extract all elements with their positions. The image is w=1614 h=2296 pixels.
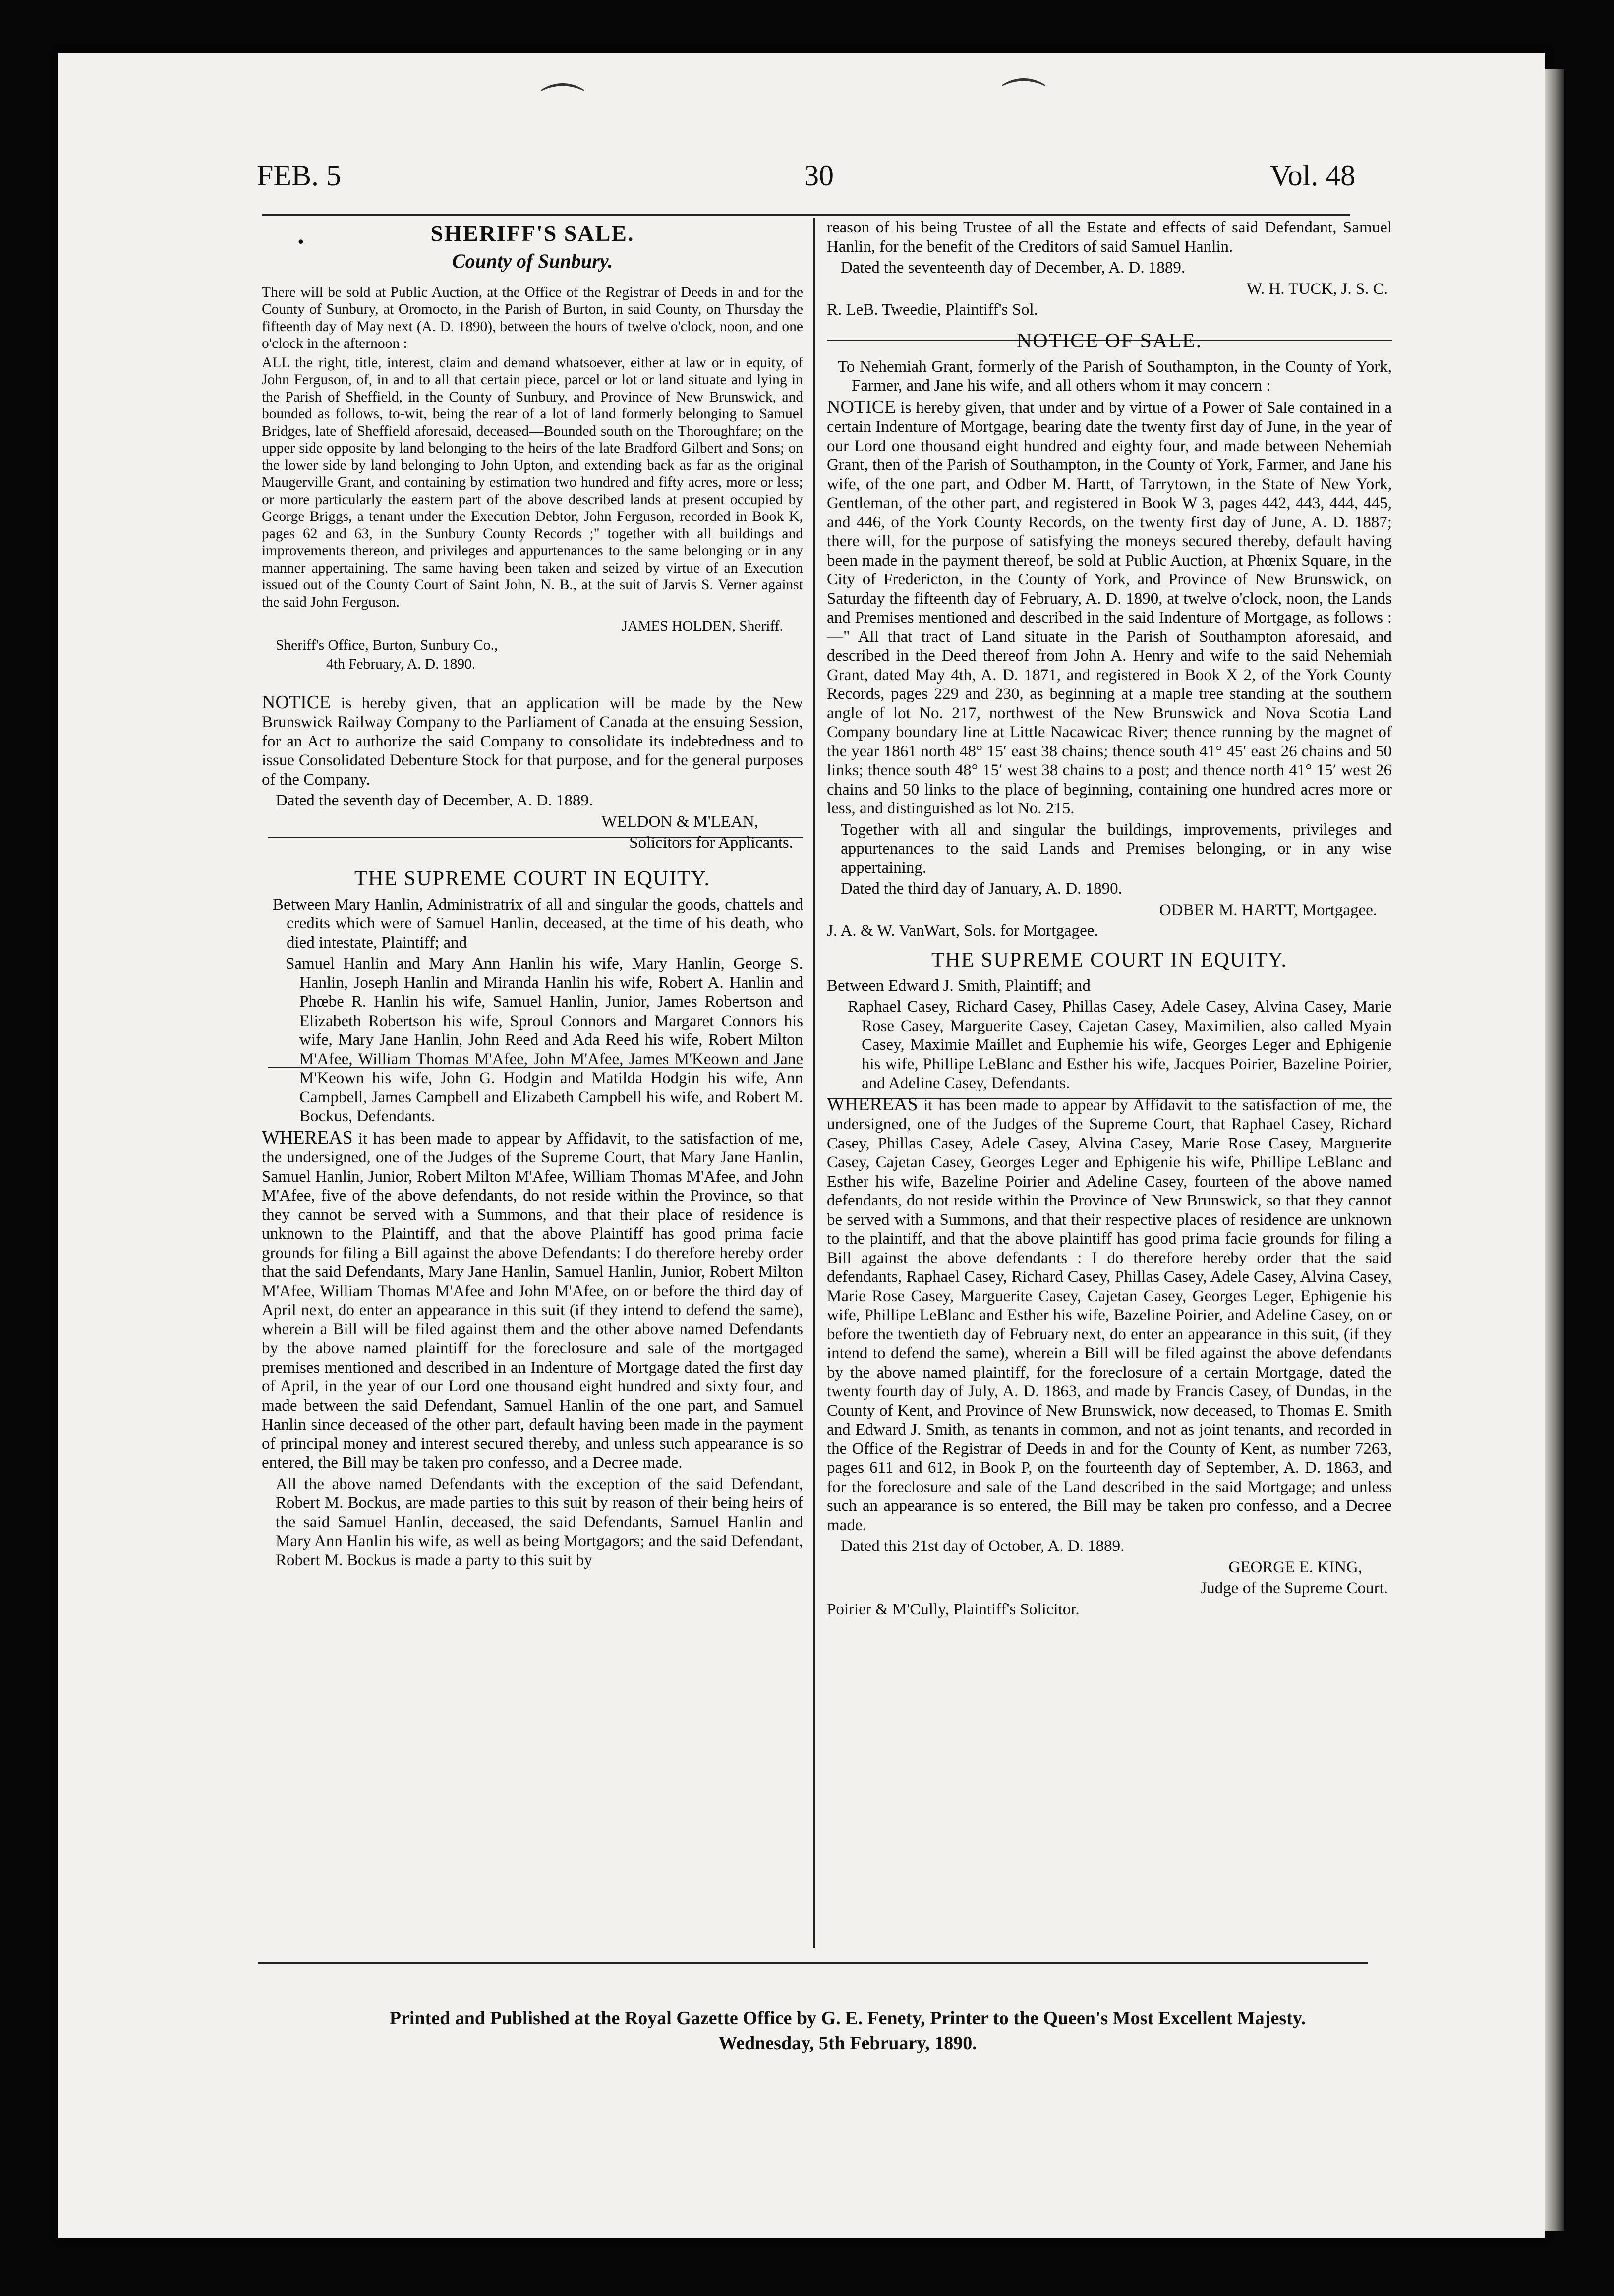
right-column xyxy=(827,218,1392,1621)
hanlin-title: THE SUPREME COURT IN EQUITY. xyxy=(354,867,711,890)
hanlin-all-named: All the above named Defendants with the exception of the said Defendant, Robert M. Bockus, are made parties to this suit by reason of their being heirs of the said Samuel Hanlin, deceased, the said Defendants, Samuel Hanlin and Mary Ann Hanlin his wife, as well as being Mortgagors; and the said Defendant, Robert M. Bockus is made a party to this suit by xyxy=(276,1475,804,1569)
sheriff-signer: JAMES HOLDEN, Sheriff. xyxy=(622,618,783,634)
footer-publisher: Printed and Published at the Royal Gazette Office by G. E. Fenety, Printer to the Queen's Most Excellent Majesty. xyxy=(389,2008,1306,2029)
hanlin-between: Between Mary Hanlin, Administratrix of all and singular the goods, chattels and credits which were of Samuel Hanlin, deceased, at the time of his death, who died intestate, Plaintiff; and xyxy=(273,895,803,952)
casey-whereas-lead: WHEREAS xyxy=(827,1093,918,1115)
hanlin-whereas-lead: WHEREAS xyxy=(262,1127,353,1148)
hanlin-whereas-body: it has been made to appear by Affidavit, to the satisfaction of me, the undersigned, one of the Judges of the Supreme Court, that Mary Jane Hanlin, Samuel Hanlin, Junior, Robert Milton M'Afee, William Thomas M'Afee, and John M'Afee, five of the above defendants, do not reside within the Province, so that they cannot be served with a Summons, and that their place of residence is unknown to the Plaintiff, and that the above Plaintiff has good prima facie grounds for filing a Bill against the above Defendants: I do therefore hereby order that the said Defendants, Mary Jane Hanlin, Samuel Hanlin, Junior, Robert Milton M'Afee, William Thomas M'Afee and John M'Afee, on or before the third day of April next, do enter an appearance in this suit (if they intend to defend the same), wherein a Bill will be filed against them and the other above named Defendants by the above named plaintiff for the foreclosure and sale of the mortgaged premises mentioned and described in an Indenture of Mortgage dated the first day of April, in the year of our Lord one thousand eight hundred and sixty four, and made between the said Defendant, Samuel Hanlin of the one part, and Samuel Hanlin since deceased of the other part, default having been made in the payment of principal money and interest secured thereby, and unless such appearance is so entered, the Bill may be taken pro confesso, and a Decree made. xyxy=(262,1129,803,1472)
casey-whereas xyxy=(827,1095,1392,1535)
header-date: FEB. 5 xyxy=(257,159,342,192)
notice-sale-sols: J. A. & W. VanWart, Sols. for Mortgagee. xyxy=(827,922,1098,940)
casey-defendants: Raphael Casey, Richard Casey, Phillas Casey, Adele Casey, Alvina Casey, Marie Rose Casey, Marguerite Casey, Cajetan Casey, Maximilien, also called Myain Casey, Maximie Maillet and Euphemie his wife, Georges Leger and Ephigenie his wife, Phillipe LeBlanc and Esther his wife, Jacques Poirier, Bazeline Poirier, and Adeline Casey, Defendants. xyxy=(848,998,1392,1092)
header-rule xyxy=(262,214,1350,216)
railway-role: Solicitors for Applicants. xyxy=(629,834,793,852)
hanlin-continued: reason of his being Trustee of all the Estate and effects of said Defendant, Samuel Hanlin, for the benefit of the Creditors of said Samuel Hanlin. xyxy=(827,219,1392,256)
notice-sale-lead: NOTICE xyxy=(827,396,896,417)
margin-mark-left: ⌒ xyxy=(540,80,585,132)
casey-dated: Dated this 21st day of October, A. D. 1889. xyxy=(841,1537,1125,1555)
column-rule xyxy=(813,218,815,1948)
page-edge xyxy=(1545,69,1564,2231)
casey-between: Between Edward J. Smith, Plaintiff; and xyxy=(827,976,1091,995)
hanlin-judge: W. H. TUCK, J. S. C. xyxy=(1246,280,1388,298)
railway-dated: Dated the seventh day of December, A. D. 1889. xyxy=(276,792,593,809)
header-page-number: 30 xyxy=(804,159,834,192)
margin-mark-right: ⌒ xyxy=(1001,75,1046,127)
casey-title: THE SUPREME COURT IN EQUITY. xyxy=(931,948,1288,972)
notice-sale-title: NOTICE OF SALE. xyxy=(1016,329,1203,352)
footer-rule xyxy=(258,1962,1368,1964)
left-column xyxy=(262,217,803,1572)
hanlin-whereas xyxy=(262,1128,803,1473)
casey-whereas-body: it has been made to appear by Affidavit to the satisfaction of me, the undersigned, one of the Judges of the Supreme Court, that Raphael Casey, Richard Casey, Phillas Casey, Adele Casey, Alvina Casey, Marie Rose Casey, Marguerite Casey, Cajetan Casey, Georges Leger and Ephigenie his wife, Phillipe LeBlanc and Esther his wife, Bazeline Poirier and Adeline Casey, fourteen of the above named defendants, do not reside within the Province of New Brunswick, so that they cannot be served with a Summons, and that their respective places of residence are unknown to the plaintiff, and that the above plaintiff has good prima facie grounds for filing a Bill against the above defendants : I do therefore hereby order that the said defendants, Raphael Casey, Richard Casey, Phillas Casey, Adele Casey, Alvina Casey, Marie Rose Casey, Marguerite Casey, Cajetan Casey, Georges Leger, Ephigenie his wife, Phillipe LeBlanc and Esther his wife, Bazeline Poirier, and Adeline Casey, on or before the twentieth day of February next, do enter an appearance in this suit, (if they intend to defend the same), wherein a Bill will be filed against the above defendants by the above named plaintiff, for the foreclosure of a certain Mortgage, dated the twenty fourth day of July, A. D. 1863, and made by Francis Casey, of Dundas, in the County of Kent, and Province of New Brunswick, now deceased, to Thomas E. Smith and Edward J. Smith, as tenants in common, and not as joint tenants, and recorded in the Office of the Registrar of Deeds in and for the County of Kent, as number 7263, pages 611 and 612, in Book P, on the fourteenth day of September, A. D. 1863, and for the foreclosure and sale of the Land described in the said Mortgage; and unless such an appearance is so entered, the Bill may be taken pro confesso, and a Decree made. xyxy=(827,1096,1392,1534)
railway-lead: NOTICE xyxy=(262,691,331,713)
notice-sale-notice xyxy=(827,398,1392,818)
notice-sale-mortgagee: ODBER M. HARTT, Mortgagee. xyxy=(1159,901,1377,919)
hanlin-dated: Dated the seventeenth day of December, A. D. 1889. xyxy=(841,259,1186,277)
sheriff-intro: There will be sold at Public Auction, at the Office of the Registrar of Deeds in and for the County of Sunbury, at Oromocto, in the Parish of Burton, in said County, on Thursday the fifteenth day of May next (A. D. 1890), between the hours of twelve o'clock, noon, and one o'clock in the afternoon : xyxy=(262,284,803,351)
casey-solicitor: Poirier & M'Cully, Plaintiff's Solicitor. xyxy=(827,1600,1080,1618)
railway-signer: WELDON & M'LEAN, xyxy=(601,812,758,831)
casey-judge: GEORGE E. KING, xyxy=(1228,1558,1362,1576)
notice-sale-dated: Dated the third day of January, A. D. 1890. xyxy=(841,880,1122,898)
notice-sale-together: Together with all and singular the buildings, improvements, privileges and appurtenances to the said Lands and Premises belonging, or in any wise appertaining. xyxy=(841,820,1392,877)
bullet-dot: • xyxy=(296,234,305,251)
sheriff-title: SHERIFF'S SALE. xyxy=(430,221,634,246)
sheriff-county: County of Sunbury. xyxy=(452,250,613,272)
header-volume: Vol. 48 xyxy=(1270,159,1356,192)
sheriff-date: 4th February, A. D. 1890. xyxy=(326,656,476,672)
notice-sale-to: To Nehemiah Grant, formerly of the Parish of Southampton, in the County of York, Farmer, and Jane his wife, and all others whom it may concern : xyxy=(838,357,1392,395)
railway-notice xyxy=(262,693,803,790)
sheriff-body: ALL the right, title, interest, claim and demand whatsoever, either at law or in equity, of John Ferguson, of, in and to all that certain piece, parcel or lot or land situate and lying in the Parish of Sheffield, in the County of Sunbury, and Province of New Brunswick, and bounded as follows, to-wit, being the rear of a lot of land formerly belonging to Samuel Bridges, late of Sheffield aforesaid, deceased—Bounded south on the Thoroughfare; on the upper side opposite by land belonging to the heirs of the late Bradford Gilbert and Sons; on the lower side by land belonging to John Upton, and extending back as far as the original Maugerville Grant, and containing by estimation two hundred and fifty acres, more or less; or more particularly the eastern part of the above described lands at present occupied by George Briggs, a tenant under the Execution Debtor, John Ferguson, recorded in Book K, pages 62 and 63, in the Sunbury County Records ;" together with all buildings and improvements thereon, and privileges and appurtenances to the same belonging or in any manner appertaining. The same having been taken and seized by virtue of an Execution issued out of the County Court of Saint John, N. B., at the suit of Jarvis S. Verner against the said John Ferguson. xyxy=(262,354,803,610)
sheriff-office: Sheriff's Office, Burton, Sunbury Co., xyxy=(276,637,498,653)
casey-judge-role: Judge of the Supreme Court. xyxy=(1200,1579,1388,1597)
hanlin-defendants: Samuel Hanlin and Mary Ann Hanlin his wife, Mary Hanlin, George S. Hanlin, Joseph Hanlin and Miranda Hanlin his wife, Robert A. Hanlin and Phœbe R. Hanlin his wife, Samuel Hanlin, Junior, James Robertson and Elizabeth Robertson his wife, Sproul Connors and Margaret Connors his wife, Mary Jane Hanlin, John Reed and Ada Reed his wife, Robert Milton M'Afee, William Thomas M'Afee, John M'Afee, James M'Keown and Jane M'Keown his wife, John G. Hodgin and Matilda Hodgin his wife, Ann Campbell, James Campbell and Elizabeth Campbell his wife, and Robert M. Bockus, Defendants. xyxy=(286,955,803,1125)
hanlin-solicitor: R. LeB. Tweedie, Plaintiff's Sol. xyxy=(827,301,1038,319)
footer-date: Wednesday, 5th February, 1890. xyxy=(718,2033,977,2054)
railway-body: is hereby given, that an application will be made by the New Brunswick Railway Company to the Parliament of Canada at the ensuing Session, for an Act to authorize the said Company to consolidate its indebtedness and to issue Consolidated Debenture Stock for that purpose, and for the general purposes of the Company. xyxy=(262,694,803,789)
notice-sale-body: is hereby given, that under and by virtue of a Power of Sale contained in a certain Indenture of Mortgage, bearing date the twenty first day of June, in the year of our Lord one thousand eight hundred and eighty four, and made between Nehemiah Grant, then of the Parish of Southampton, in the County of York, Farmer, and Jane his wife, of the one part, and Odber M. Hartt, of Tarrytown, in the State of New York, Gentleman, of the other part, and registered in Book W 3, pages 442, 443, 444, 445, and 446, of the York County Records, on the twenty first day of June, A. D. 1887; there will, for the purpose of satisfying the moneys secured thereby, default having been made in the payment thereof, be sold at Public Auction, at Phœnix Square, in the City of Fredericton, in the County of York, and Province of New Brunswick, on Saturday the fifteenth day of February, A. D. 1890, at twelve o'clock, noon, the Lands and Premises mentioned and described in the said Indenture of Mortgage, as follows :—" All that tract of Land situate in the Parish of Southampton aforesaid, and described in the Deed thereof from John A. Henry and wife to the said Nehemiah Grant, dated May 4th, A. D. 1871, and registered in Book X 2, of the York County Records, pages 229 and 230, as beginning at a maple tree standing at the southern angle of lot No. 217, northwest of the New Brunswick and Nova Scotia Land Company boundary line at Little Nacawicac River; thence running by the magnet of the year 1861 north 48° 15′ east 38 chains; thence south 41° 45′ east 26 chains and 50 links; thence south 48° 15′ west 38 chains to a post; and thence north 41° 15′ west 26 chains and 50 links to the place of beginning, containing one hundred acres more or less, and distinguished as lot No. 215. xyxy=(827,399,1392,817)
